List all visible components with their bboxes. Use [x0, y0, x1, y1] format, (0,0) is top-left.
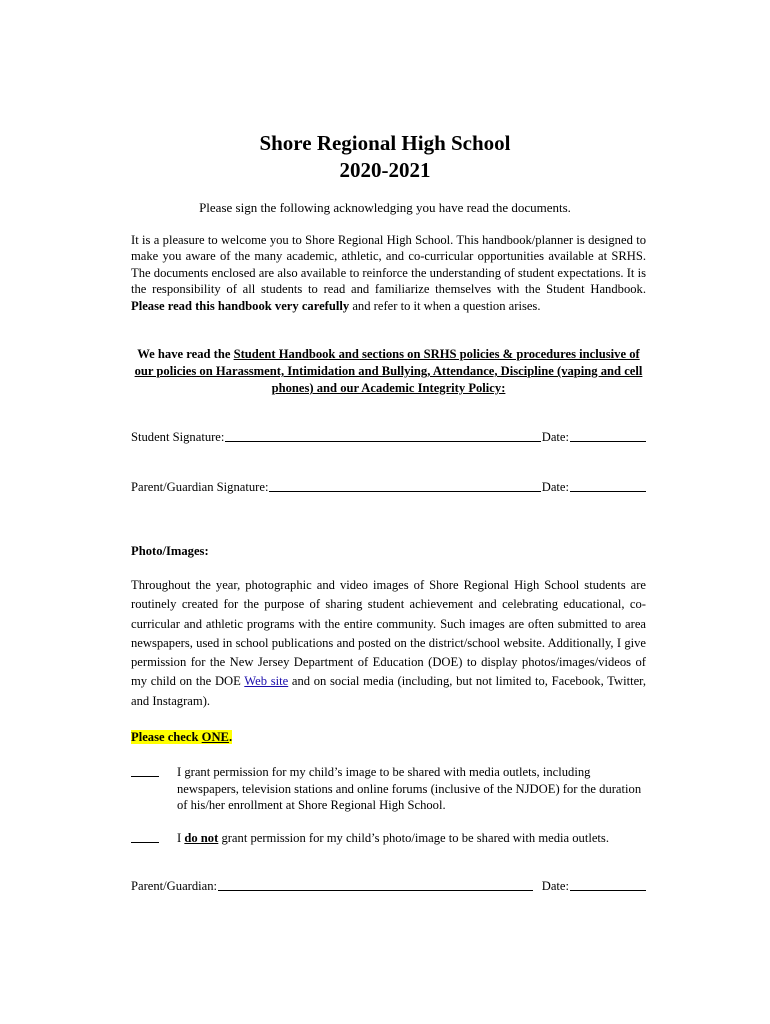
parent-date-field[interactable]: [570, 479, 646, 492]
deny-option-text: [177, 830, 646, 848]
do-not-text: do not: [184, 831, 219, 845]
student-signature-label: Student Signature:: [131, 430, 225, 444]
photo-text-end: and on social media (including, but not limited to, Facebook, Twitter, and Instagram).: [131, 674, 646, 708]
photo-heading: Photo/Images:: [131, 544, 209, 558]
school-year: 2020-2021: [339, 158, 431, 182]
parent-date-label: Date:: [541, 480, 569, 494]
student-date-label: Date:: [541, 430, 569, 444]
parent-guardian-date-label: Date:: [541, 879, 569, 893]
parent-signature-label: Parent/Guardian Signature:: [131, 480, 269, 494]
parent-signature-row: [131, 479, 646, 495]
check-one: ONE: [201, 730, 229, 744]
parent-guardian-row: [131, 878, 646, 894]
acknowledgement-statement: [131, 346, 646, 397]
intro-end-text: and refer to it when a question arises.: [349, 298, 541, 313]
deny-rest: grant permission for my child’s photo/image to be shared with media outlets.: [218, 831, 609, 845]
check-prefix: Please check: [131, 730, 202, 744]
intro-paragraph: [131, 232, 646, 314]
ack-prefix: We have read the: [137, 347, 234, 361]
intro-text: It is a pleasure to welcome you to Shore Regional High School. This handbook/planner is designed to make you aware of the many academic, athletic, and co-curricular opportunities available at SRHS. The documents enclosed are also available to reinforce the understanding of student expectations. It is the responsibility of all students to read and familiarize themselves with the Student Handbook.: [131, 233, 646, 297]
ack-policies: Student Handbook and sections on SRHS policies & procedures inclusive of our policies on Harassment, Intimidation and Bullying, Attendance, Discipline (vaping and cell phones) and our Academic Integrity Policy:: [134, 347, 643, 395]
document-title: Shore Regional High School: [259, 131, 511, 155]
deny-checkbox-blank[interactable]: [131, 830, 159, 843]
photo-paragraph: [131, 576, 646, 711]
student-signature-field[interactable]: [225, 429, 540, 442]
parent-guardian-label: Parent/Guardian:: [131, 879, 218, 893]
deny-option: [131, 830, 646, 848]
grant-option-text: I grant permission for my child’s image to be shared with media outlets, including newspapers, television stations and online forums (inclusive of the NJDOE) for the duration of his/her enrollment at Shore Regional High School.: [177, 765, 642, 813]
student-signature-row: [131, 429, 646, 445]
check-period: .: [228, 730, 233, 744]
photo-text: Throughout the year, photographic and video images of Shore Regional High School students are routinely created for the purpose of sharing student achievement and celebrating educational, co-curricular and athletic programs with the entire community. Such images are often submitted to area newspapers, used in school publications and posted on the district/school website. Additionally, I give permission for the New Jersey Department of Education (DOE) to display photos/images/videos of my child on the DOE: [131, 578, 646, 689]
sign-instruction: Please sign the following acknowledging you have read the documents.: [199, 200, 571, 215]
deny-prefix: I: [177, 831, 185, 845]
intro-bold-text: Please read this handbook very carefully: [131, 298, 350, 313]
parent-signature-field[interactable]: [269, 479, 540, 492]
student-date-field[interactable]: [570, 429, 646, 442]
parent-guardian-date-field[interactable]: [570, 878, 646, 891]
web-site-link[interactable]: Web site: [244, 674, 289, 689]
check-one-instruction: [131, 729, 232, 745]
grant-checkbox-blank[interactable]: [131, 764, 159, 777]
grant-option: [131, 764, 646, 814]
parent-guardian-field[interactable]: [218, 878, 533, 891]
